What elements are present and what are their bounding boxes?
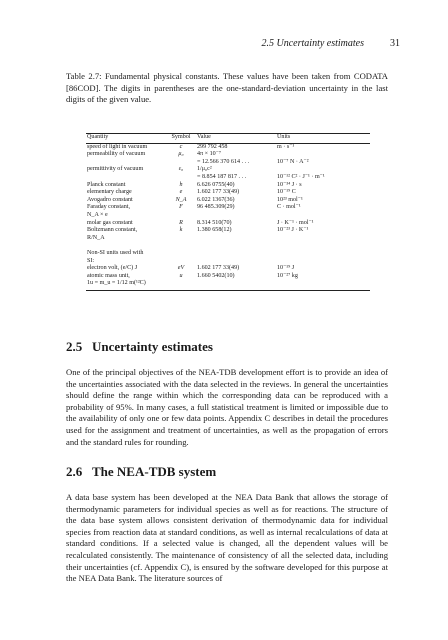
table-row bbox=[86, 204, 370, 212]
cell-symbol bbox=[166, 258, 196, 266]
cell-symbol bbox=[166, 212, 196, 220]
table-body bbox=[86, 143, 370, 290]
section-heading-uncertainty bbox=[66, 339, 213, 355]
cell-units: C · mol⁻¹ bbox=[277, 204, 301, 211]
cell-quantity bbox=[86, 174, 166, 182]
cell-units: m · s⁻¹ bbox=[277, 143, 295, 150]
cell-quantity: 1u = m_u = 1/12 m(¹²C) bbox=[86, 280, 166, 290]
cell-symbol bbox=[166, 235, 196, 243]
table-caption: Table 2.7: Fundamental physical constants. These values have been taken from CODATA [86COD]. The digits in parentheses are the one-standard-deviation uncertainty in the last digits of the given value. bbox=[66, 71, 388, 105]
uncertainty-paragraph: One of the principal objectives of the NEA-TDB development effort is to provide an idea of the uncertainties associated with the data selected in the reviews. In general the uncertainties should define the range within which the corresponding data can be reproduced with a probability of 95%. In many cases, a full statistical treatment is limited or impossible due to the availability of only one or few data points. Appendix C describes in detail the procedures used for the assignment and treatment of uncertainties, as well as the propagation of errors and the standard rules for rounding. bbox=[66, 367, 388, 447]
table-row bbox=[86, 174, 370, 182]
cell-value: 1.660 5402(10) bbox=[197, 272, 235, 279]
cell-quantity: speed of light in vacuum bbox=[87, 143, 148, 150]
table-row bbox=[86, 235, 370, 243]
section-title: Uncertainty estimates bbox=[92, 339, 213, 354]
cell-quantity: molar gas constant bbox=[87, 219, 133, 226]
cell-value: 6.022 1367(36) bbox=[197, 196, 235, 203]
cell-quantity: N_A × e bbox=[87, 211, 108, 218]
cell-value bbox=[196, 235, 276, 243]
table-row bbox=[86, 143, 370, 151]
cell-quantity: atomic mass unit, bbox=[87, 272, 130, 279]
cell-value: = 12.566 370 614 . . . bbox=[197, 158, 250, 165]
cell-quantity: R/N_A bbox=[87, 234, 105, 241]
table-header-row bbox=[86, 134, 370, 144]
cell-quantity: Faraday constant, bbox=[87, 204, 130, 211]
cell-value bbox=[196, 280, 276, 290]
cell-symbol: μ₀ bbox=[178, 151, 184, 158]
table-row bbox=[86, 242, 370, 250]
table-row bbox=[86, 220, 370, 228]
cell-value: 1/μ₀c² bbox=[197, 166, 212, 173]
cell-units: 10⁻¹⁹ J bbox=[277, 265, 295, 272]
section-number: 2.5 bbox=[66, 339, 83, 354]
cell-symbol bbox=[166, 280, 196, 290]
cell-units: J · K⁻¹ · mol⁻¹ bbox=[277, 219, 314, 226]
cell-symbol: c bbox=[179, 143, 183, 150]
cell-value: 4π × 10⁻⁷ bbox=[197, 151, 222, 158]
cell-symbol: R bbox=[179, 219, 183, 226]
cell-symbol bbox=[166, 159, 196, 167]
cell-units: 10⁻²⁷ kg bbox=[277, 272, 298, 279]
column-header-quantity: Quantity bbox=[86, 134, 166, 144]
cell-units: 10⁻²³ J · K⁻¹ bbox=[277, 227, 309, 234]
cell-quantity: permittivity of vacuum bbox=[87, 166, 144, 173]
cell-quantity: Non-SI units used with bbox=[87, 249, 144, 256]
table-row bbox=[86, 265, 370, 273]
cell-symbol: eV bbox=[177, 265, 185, 272]
cell-units bbox=[276, 235, 370, 243]
cell-value: 299 792 458 bbox=[197, 143, 228, 150]
table-row bbox=[86, 250, 370, 258]
column-header-value: Value bbox=[196, 134, 276, 144]
cell-symbol: u bbox=[179, 272, 183, 279]
nea-tdb-paragraph: A data base system has been developed at the NEA Data Bank that allows the storage of thermodynamic parameters for individual species as well as for reactions. The structure of the data base system allows consistent derivation of thermodynamic data for individual species from reaction data at standard conditions, as well as internal recalculations of data at standard conditions. If a selected value is changed, all the dependent values will be recalculated consistently. The maintenance of consistency of all the selected data, including their uncertainties (cf. Appendix C), is ensured by the software developed for this purpose at the NEA Data Bank. The literature sources of bbox=[66, 492, 388, 584]
cell-units: 10⁻⁷ N · A⁻² bbox=[277, 158, 309, 165]
cell-symbol: F bbox=[179, 204, 183, 211]
cell-symbol: h bbox=[179, 181, 183, 188]
cell-value: 8.314 510(70) bbox=[197, 219, 232, 226]
cell-value: 96 485.309(29) bbox=[197, 204, 235, 211]
table-row bbox=[86, 166, 370, 174]
table-row bbox=[86, 280, 370, 290]
cell-units bbox=[276, 250, 370, 258]
cell-units: 10²³ mol⁻¹ bbox=[277, 196, 303, 203]
cell-quantity: Avogadro constant bbox=[87, 196, 133, 203]
column-header-units: Units bbox=[276, 134, 370, 144]
cell-units: 10⁻¹⁹ C bbox=[277, 189, 296, 196]
cell-value bbox=[196, 242, 276, 250]
running-header-section: 2.5 Uncertainty estimates bbox=[261, 38, 364, 49]
cell-value bbox=[196, 258, 276, 266]
cell-units bbox=[276, 212, 370, 220]
page-number: 31 bbox=[390, 38, 400, 49]
table-row bbox=[86, 189, 370, 197]
cell-quantity: SI: bbox=[87, 257, 95, 264]
cell-symbol: e bbox=[179, 189, 183, 196]
cell-quantity: Planck constant bbox=[87, 181, 126, 188]
column-header-symbol: Symbol bbox=[166, 134, 196, 144]
cell-units bbox=[276, 151, 370, 159]
cell-units bbox=[276, 242, 370, 250]
cell-quantity: Boltzmann constant, bbox=[87, 227, 138, 234]
cell-symbol bbox=[166, 242, 196, 250]
cell-value: 1.380 658(12) bbox=[197, 227, 232, 234]
section-heading-nea-tdb bbox=[66, 464, 216, 480]
running-header bbox=[0, 38, 448, 52]
cell-quantity: elementary charge bbox=[87, 189, 132, 196]
table-row bbox=[86, 227, 370, 235]
cell-quantity bbox=[86, 242, 166, 250]
cell-quantity: permeability of vacuum bbox=[87, 151, 146, 158]
cell-value bbox=[196, 212, 276, 220]
cell-units bbox=[276, 280, 370, 290]
table-row bbox=[86, 151, 370, 159]
cell-value bbox=[196, 250, 276, 258]
cell-symbol: ε₀ bbox=[178, 166, 184, 173]
cell-symbol bbox=[166, 174, 196, 182]
table-row bbox=[86, 212, 370, 220]
cell-quantity: electron volt, (e/C) J bbox=[87, 265, 138, 272]
cell-units: 10⁻¹² C² · J⁻¹ · m⁻¹ bbox=[277, 173, 325, 180]
cell-symbol: k bbox=[179, 227, 183, 234]
section-number: 2.6 bbox=[66, 464, 83, 479]
cell-value: 1.602 177 33(49) bbox=[197, 189, 240, 196]
cell-value: 6.626 0755(40) bbox=[197, 181, 235, 188]
table-row bbox=[86, 258, 370, 266]
cell-symbol: N_A bbox=[175, 196, 187, 203]
cell-value: = 8.854 187 817 . . . bbox=[197, 173, 247, 180]
cell-units: 10⁻³⁴ J · s bbox=[277, 181, 302, 188]
cell-units bbox=[276, 166, 370, 174]
cell-symbol bbox=[166, 250, 196, 258]
cell-units bbox=[276, 258, 370, 266]
cell-value: 1.602 177 33(49) bbox=[197, 265, 240, 272]
section-title: The NEA-TDB system bbox=[92, 464, 217, 479]
constants-table bbox=[86, 133, 370, 291]
